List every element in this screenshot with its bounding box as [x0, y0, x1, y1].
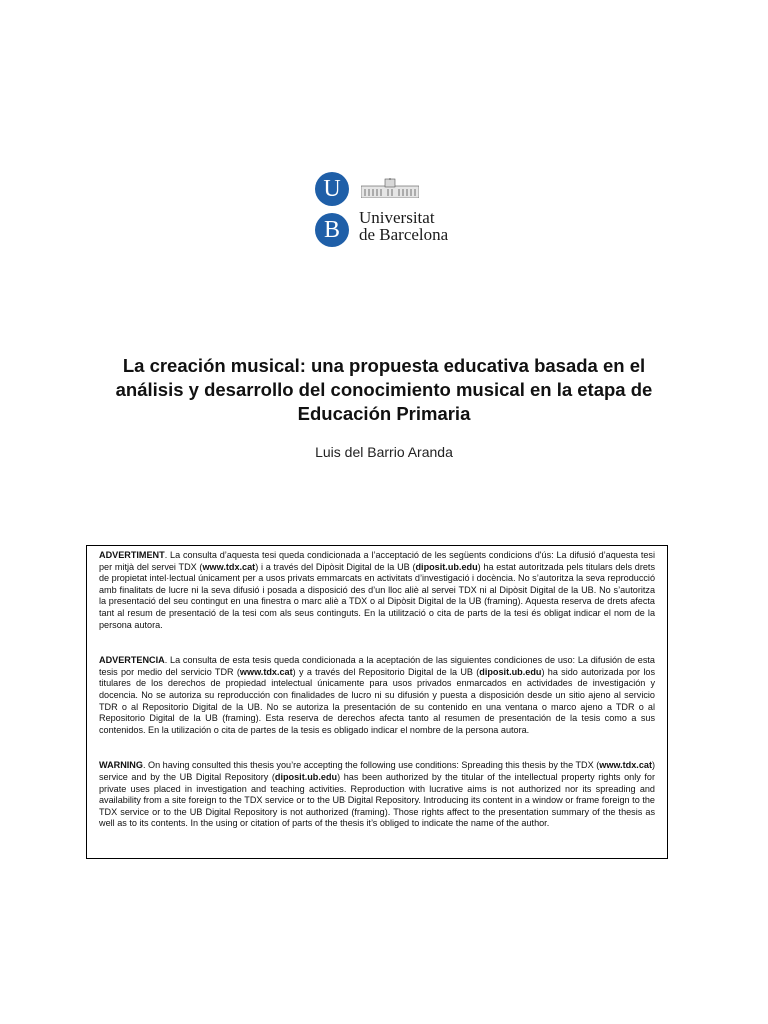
rights-notice-box	[86, 545, 668, 859]
notice-link-diposit: diposit.ub.edu	[415, 561, 478, 572]
notice-text: ) y a través del Repositorio Digital de la UB (	[292, 666, 480, 677]
thesis-title: La creación musical: una propuesta educativa basada en el análisis y desarrollo del conocimiento musical en la etapa de Educación Primaria	[115, 355, 653, 424]
notice-text: ) i a través del Dipòsit Digital de la UB (	[255, 561, 416, 572]
university-name	[359, 209, 448, 243]
notice-label: ADVERTENCIA	[99, 655, 165, 666]
logo-circle-b: B	[315, 213, 349, 247]
notice-text: ) has been authorized by the titular of the intellectual property rights only for private uses placed in investigation and teaching activities. Reproduction with lucrative aims is not authorized nor its spreading and availability from a site foreign to the TDX service or to the UB Digital Repository. Introducing its content in a window or frame foreign to the TDX service or to the UB Digital Repository is not authorized (framing). Those rights affect to the presentation summary of the thesis as well as to its contents. In the using or citation of parts of the thesis it’s obliged to indicate the name of the author.	[99, 771, 655, 829]
university-name-line1: Universitat	[359, 208, 435, 227]
notice-label: WARNING	[99, 760, 143, 771]
notice-link-tdx: www.tdx.cat	[239, 666, 293, 677]
notice-spanish	[99, 655, 655, 736]
notice-text: ) ha estat autoritzada pels titulars dels drets de propietat intel·lectual únicament per a usos privats emmarcats en activitats d’investigació i docència. No s’autoritza la seva reproducció amb finalitats de lucre ni la seva difusió i posada a disposició des d’un lloc aliè al servei TDX ni al Dipòsit Digital de la UB. No s’autoritza la presentació del seu contingut en una finestra o marc aliè a TDX o al Dipòsit Digital de la UB (framing). Aquesta reserva de drets afecta tant al resum de presentació de la tesi com als seus continguts. En la utilització o cita de parts de la tesi és obligat indicar el nom de la persona autora.	[99, 561, 656, 630]
notice-text: . La consulta de esta tesis queda condicionada a la aceptación de las siguientes condiciones de uso: La difusión de esta tesis por medio del servicio TDR (	[99, 655, 655, 677]
notice-link-diposit: diposit.ub.edu	[274, 771, 338, 782]
notice-text: . La consulta d’aquesta tesi queda condicionada a l’acceptació de les següents condicions d'ús: La difusió d’aquesta tesi per mitjà del servei TDX (	[99, 550, 655, 572]
notice-catalan	[99, 550, 655, 631]
notice-text: ) ha sido autorizada por los titulares de los derechos de propiedad intelectual únicamente para usos privados enmarcados en actividades de investigación y docencia. No se autoriza su reproducción con finalidades de lucro ni su difusión y puesta a disposición desde un sitio ajeno al servicio TDR o al Repositorio Digital de la UB. No se autoriza la presentación de su contenido en una ventana o marco ajeno a TDR o al Repositorio Digital de la UB (framing). Esta reserva de derechos afecta tanto al resumen de presentación de la tesis como a sus contenidos. En la utilización o cita de partes de la tesis es obligado indicar el nombre de la persona autora.	[99, 666, 655, 735]
notice-text: ) service and by the UB Digital Repository (	[99, 760, 656, 782]
notice-link-tdx: www.tdx.cat	[202, 561, 256, 572]
notice-link-tdx: www.tdx.cat	[599, 760, 652, 771]
logo-circle-u: U	[315, 172, 349, 206]
university-logo	[313, 168, 463, 252]
notice-text: . On having consulted this thesis you’re accepting the following use conditions: Spreading this thesis by the TDX (	[142, 760, 600, 771]
thesis-author: Luis del Barrio Aranda	[315, 444, 453, 460]
notice-label: ADVERTIMENT	[99, 550, 165, 560]
notice-link-diposit: diposit.ub.edu	[479, 666, 542, 677]
building-icon	[361, 178, 419, 198]
notice-english	[99, 760, 655, 830]
university-name-line2: de Barcelona	[359, 225, 449, 244]
